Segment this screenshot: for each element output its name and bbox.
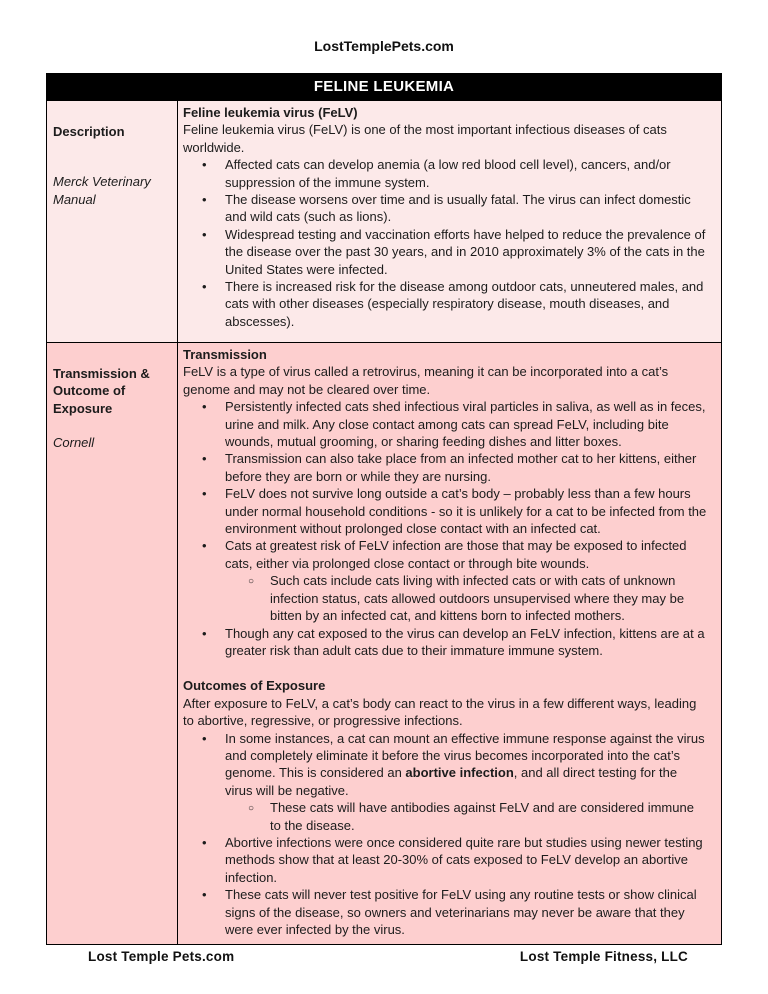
bullet-icon: • (202, 399, 207, 415)
outcomes-section (183, 677, 708, 938)
list-item (183, 398, 708, 450)
felv-overview-section (183, 104, 708, 330)
list-item (183, 537, 708, 572)
bullet-icon: • (202, 157, 207, 173)
row-label-source: Cornell (53, 435, 95, 451)
list-item (183, 156, 708, 191)
section-intro: Feline leukemia virus (FeLV) is one of the most important infectious diseases of cats worldwide. (183, 122, 667, 155)
bullet-text: Persistently infected cats shed infectious viral particles in saliva, as well as in feces, urine and milk. Any close contact among cats can spread FeLV, including bite wounds, mutual grooming, or sharing feeding dishes and litter boxes. (225, 399, 706, 450)
list-item (183, 278, 708, 330)
bullet-icon: • (202, 625, 207, 641)
bullet-text: Abortive infections were once considered quite rare but studies using newer testing methods show that at least 20-30% of cats exposed to FeLV develop an abortive infection. (225, 834, 703, 885)
section-heading: Transmission (183, 347, 267, 362)
bullet-text: Widespread testing and vaccination efforts have helped to reduce the prevalence of the disease over the past 30 years, and in 2010 approximately 3% of the cats in the United States were infected. (225, 226, 706, 277)
description-row (47, 101, 722, 343)
section-intro: FeLV is a type of virus called a retrovirus, meaning it can be incorporated into a cat’s genome and may not be cleared over time. (183, 364, 669, 397)
bullet-icon: • (202, 451, 207, 467)
row-label-source: Merck Veterinary Manual (53, 174, 151, 207)
list-item (183, 450, 708, 485)
bullet-icon: • (202, 226, 207, 242)
bullet-text: Though any cat exposed to the virus can develop an FeLV infection, kittens are at a greater risk than adult cats due to their immature immune system. (225, 625, 705, 658)
table-title-row (47, 74, 722, 101)
list-item (183, 226, 708, 278)
row-label-title: Transmission & Outcome of Exposure (53, 366, 150, 416)
transmission-label-cell (47, 343, 178, 945)
section-heading: Outcomes of Exposure (183, 678, 326, 694)
site-title: LostTemplePets.com (314, 38, 454, 54)
footer-left: Lost Temple Pets.com (88, 949, 235, 964)
list-item (183, 191, 708, 226)
bullet-list (183, 156, 708, 330)
transmission-section (183, 346, 708, 659)
sub-bullet-text: These cats will have antibodies against FeLV and are considered immune to the disease. (270, 800, 694, 833)
bullet-text (225, 730, 708, 800)
transmission-row (47, 343, 722, 945)
description-content-cell (178, 101, 722, 343)
bullet-text: These cats will never test positive for FeLV using any routine tests or show clinical signs of the disease, so owners and veterinarians may never be aware that they were ever infected by the virus. (225, 887, 697, 937)
table-title: FELINE LEUKEMIA (47, 74, 722, 101)
bullet-text: FeLV does not survive long outside a cat’s body – probably less than a few hours under normal household conditions - so it is unlikely for a cat to be infected from the environment without prolonged close contact with an infected cat. (225, 486, 707, 537)
bullet-text: Affected cats can develop anemia (a low red blood cell level), cancers, and/or suppression of the immune system. (225, 157, 671, 190)
page-footer (0, 949, 768, 964)
bullet-icon: • (202, 887, 207, 903)
bullet-list (183, 398, 708, 659)
bullet-icon: • (202, 486, 207, 502)
circle-bullet-icon: ○ (248, 576, 255, 588)
text-segment: In some instances, a cat can mount an effective immune response against the virus and completely eliminate it before the virus becomes incorporated into the cat’s genome. This is considered an (225, 730, 705, 781)
text-segment: , and all direct testing for the virus will be negative. (225, 765, 678, 798)
bullet-text: Cats at greatest risk of FeLV infection are those that may be exposed to infected cats, either via prolonged close contact or through bite wounds. (225, 538, 687, 571)
feline-leukemia-table (46, 73, 722, 945)
list-item (183, 485, 708, 537)
bullet-text: The disease worsens over time and is usually fatal. The virus can infect domestic and wild cats (such as lions). (225, 192, 691, 225)
bullet-list (183, 730, 708, 939)
row-label-title: Description (53, 124, 125, 139)
section-intro: After exposure to FeLV, a cat’s body can react to the virus in a few different ways, leading to abortive, regressive, or progressive infections. (183, 695, 697, 729)
sub-bullet-text: Such cats include cats living with infected cats or with cats of unknown infection status, cats allowed outdoors unsupervised where they may be bitten by an infected cat, and kittens born to infected mothers. (270, 573, 685, 624)
list-item (183, 834, 708, 886)
circle-bullet-icon: ○ (248, 803, 255, 815)
list-item (183, 730, 708, 800)
footer-right: Lost Temple Fitness, LLC (519, 949, 688, 964)
bullet-icon: • (202, 279, 207, 295)
bullet-icon: • (202, 538, 207, 554)
bullet-icon: • (202, 834, 207, 850)
bullet-icon: • (202, 730, 207, 746)
bold-text-segment: abortive infection (405, 765, 514, 781)
list-item (183, 625, 708, 660)
sub-list-item (183, 572, 708, 624)
bullet-icon: • (202, 192, 207, 208)
list-item (183, 886, 708, 938)
bullet-text: There is increased risk for the disease among outdoor cats, unneutered males, and cats with other diseases (especially respiratory disease, mouth diseases, and abscesses). (225, 279, 704, 329)
description-label-cell (47, 101, 178, 343)
transmission-content-cell (178, 343, 722, 945)
sub-list-item (183, 799, 708, 834)
bullet-text: Transmission can also take place from an infected mother cat to her kittens, either before they are born or while they are nursing. (225, 451, 697, 484)
section-heading: Feline leukemia virus (FeLV) (183, 105, 358, 120)
